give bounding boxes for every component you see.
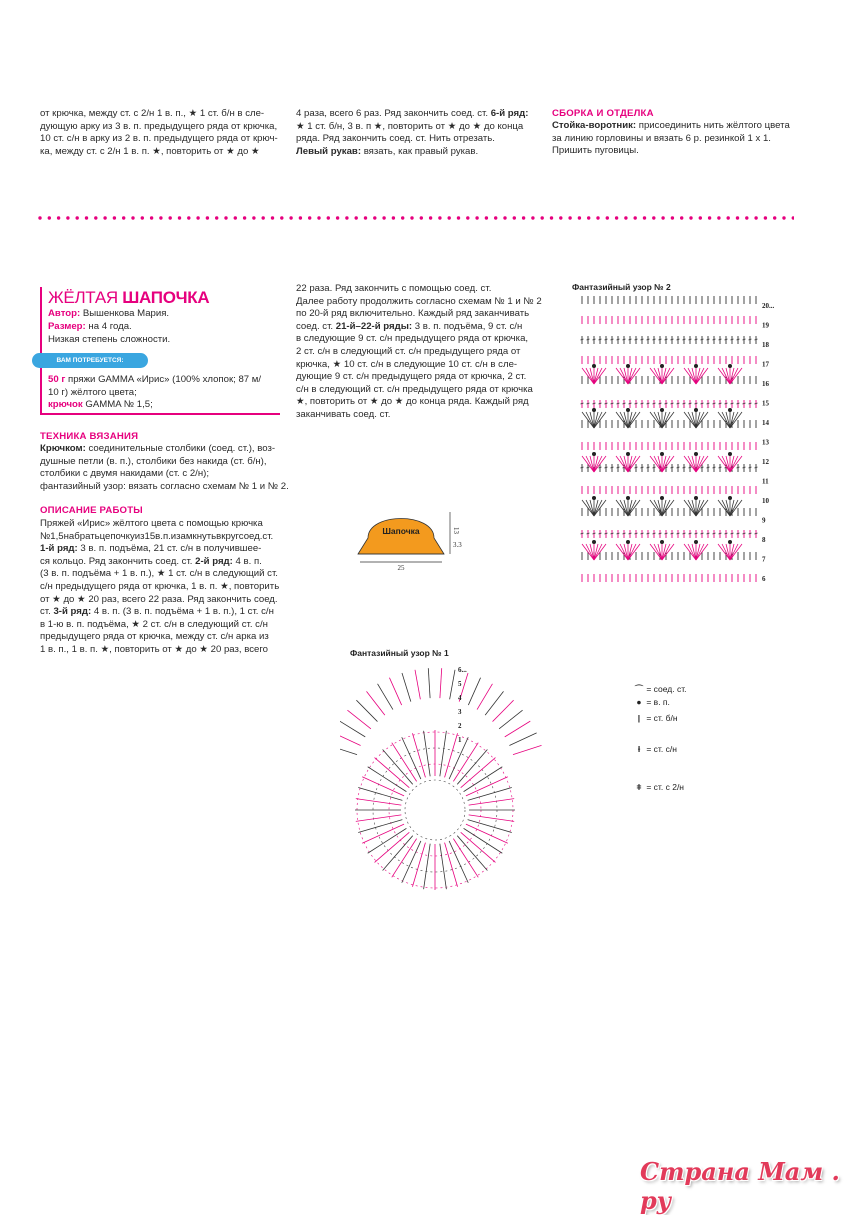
article-col2-text — [296, 283, 541, 422]
pattern1-caption: Фантазийный узор № 1 — [350, 648, 449, 658]
collar-label: Стойка-воротник: — [552, 120, 637, 131]
legend-text: = соед. ст. — [644, 684, 687, 694]
description-text — [40, 518, 285, 657]
pattern1-row-number: 3 — [458, 708, 462, 716]
left-sleeve-label: Левый рукав: — [296, 145, 362, 157]
pattern1-fan-stitch — [340, 733, 361, 746]
hat-diagram — [350, 500, 480, 572]
pattern2-row — [582, 316, 756, 324]
pattern1-row-number: 5 — [458, 680, 462, 688]
hook-text: GAMMA № 1,5; — [82, 399, 153, 410]
pattern1-fan-stitch — [340, 721, 365, 737]
row6-label: 6-й ряд: — [490, 108, 529, 119]
pattern1-stitch — [469, 815, 515, 822]
assembly-heading: СБОРКА И ОТДЕЛКА — [552, 108, 654, 119]
pattern1-fan-stitch — [402, 673, 411, 702]
pattern2-row — [582, 486, 756, 494]
hat-width-dim: 25 — [397, 564, 405, 572]
pattern2-row — [582, 296, 756, 304]
pattern1-diagram — [340, 660, 550, 910]
materials-badge: ВАМ ПОТРЕБУЕТСЯ: — [32, 353, 148, 368]
pattern1-stitch — [412, 733, 425, 777]
assembly-text — [552, 120, 802, 158]
pattern1-stitch — [424, 731, 431, 777]
title-bold: ШАПОЧКА — [122, 288, 210, 307]
left-sleeve-text: вязать, как правый рукав. — [361, 145, 479, 157]
pattern2-row — [582, 356, 756, 364]
row1-text: 3 в. п. подъёма, 21 ст. с/н в получившее- ся кольцо. Ряд закончить соед. ст. — [40, 543, 262, 567]
pattern1-fan-stitch — [513, 745, 542, 754]
pattern1-fan-stitch — [499, 710, 522, 729]
legend-item — [634, 697, 670, 707]
pattern2-fan — [582, 408, 606, 428]
pattern1-row-number: 1 — [458, 736, 462, 744]
legend-item — [634, 782, 684, 792]
pattern1-fan-stitch — [505, 721, 531, 737]
yarn-amount: 50 г — [48, 374, 66, 385]
pattern1-fan-stitch — [366, 691, 384, 715]
pattern1-stitch — [358, 820, 402, 833]
pattern2-row-number: 16 — [762, 380, 769, 388]
row2-label: 2-й ряд: — [195, 555, 233, 567]
pattern1-row-number: 6... — [458, 666, 467, 674]
pattern2-row-number: 20... — [762, 302, 775, 310]
pattern2-fan — [684, 452, 708, 472]
pattern2-row-number: 8 — [762, 536, 766, 544]
pattern2-fan — [684, 364, 708, 384]
pattern2-row-number: 17 — [762, 360, 769, 369]
pattern2-fan — [684, 408, 708, 428]
hat-brim-dim: 3.3 — [453, 541, 462, 549]
technique-label: Крючком: — [40, 443, 86, 454]
difficulty-line: Низкая степень сложности. — [48, 334, 171, 345]
pattern2-fan — [582, 364, 606, 384]
pattern2-fan — [582, 496, 606, 516]
legend-text: = ст. с/н — [644, 744, 677, 754]
pattern1-fan-stitch — [440, 668, 442, 698]
description-heading: ОПИСАНИЕ РАБОТЫ — [40, 505, 143, 516]
pattern2-row-number: 9 — [762, 516, 766, 525]
pattern1-fan-stitch — [415, 670, 420, 700]
row21-text: 3 в. п. подъёма, 9 ст. с/н в следующие 9 ст. с/н предыдущего ряда от крючка, 2 ст. с/н в следующий ст. с/н предыдущего ряда от крючка, ★ 10 ст. с/н в следующие 10 ст. с/н в сле- дующие 9 ст. с/н предыдущего ряда от крючка, 2 ст. с/н в следующий ст. с/н предыдущего ряда от крючка ★, повторить от ★ до ★ до конца ряда. Каждый ряд заканчивать соед. ст. — [296, 320, 533, 420]
col2-text-b: ★ 1 ст. б/н, 3 в. п ★, повторить от ★ до ★ до конца ряда. Ряд закончить соед. ст. Нить отрезать. — [296, 120, 524, 145]
size-label: Размер: — [48, 321, 86, 332]
desc-p1: Пряжей «Ирис» жёлтого цвета с помощью крючка №1,5набратьцепочкуиз15в.п.изамкнутьвкругсоед.ст. — [40, 518, 274, 542]
legend-symbol: | — [637, 713, 641, 723]
pattern1-stitch — [469, 799, 515, 806]
pattern1-stitch — [424, 844, 431, 890]
hat-shape — [358, 519, 444, 555]
technique-heading: ТЕХНИКА ВЯЗАНИЯ — [40, 431, 139, 442]
pattern2-row-number: 18 — [762, 341, 769, 349]
pattern1-fan-stitch — [450, 670, 455, 700]
pattern1-stitch — [468, 787, 512, 800]
author-label: Автор: — [48, 308, 81, 319]
hook-label: крючок — [48, 399, 83, 410]
pattern1-stitch — [445, 733, 458, 777]
pattern2-row-number: 7 — [762, 555, 766, 564]
pattern1-fan-stitch — [340, 745, 357, 754]
pattern1-fan-stitch — [378, 684, 393, 710]
pattern1-fan-stitch — [389, 678, 401, 705]
pattern1-fan-stitch — [485, 691, 503, 715]
legend-item — [634, 683, 687, 695]
pattern2-caption: Фантазийный узор № 2 — [572, 282, 671, 292]
pattern1-stitch — [356, 799, 402, 806]
legend-item — [634, 713, 678, 723]
pattern1-stitch — [358, 787, 402, 800]
row3-text: 4 в. п. (3 в. п. подъёма + 1 в. п.), 1 ст. с/н в 1-ю в. п. подъёма, ★ 2 ст. с/н в следующий ст. с/н предыдущего ряда от крючка, между ст. с/н арка из 1 в. п., 1 в. п. ★, повторить от ★ до ★ 20 раз, всего — [40, 606, 274, 655]
pattern1-fan-stitch — [356, 700, 377, 721]
pattern2-diagram — [572, 292, 792, 592]
col2-text-a: 4 раза, всего 6 раз. Ряд закончить соед. ст. — [296, 108, 491, 119]
pattern2-row — [581, 336, 758, 344]
pattern1-fan-stitch — [509, 733, 536, 746]
pattern1-fan-stitch — [428, 668, 430, 698]
size-line — [48, 321, 132, 334]
technique-text — [40, 443, 289, 493]
pattern2-row — [582, 574, 756, 582]
pattern2-row — [581, 400, 758, 408]
pattern2-fan — [582, 452, 606, 472]
legend-text: = ст. б/н — [644, 713, 678, 723]
pattern1-fan-stitch — [347, 710, 370, 729]
pattern2-row-number: 13 — [762, 438, 769, 447]
top-col2-text — [296, 108, 536, 158]
pattern1-ring — [389, 764, 481, 856]
pattern1-stitch — [468, 820, 512, 833]
pattern2-row-number: 14 — [762, 419, 769, 427]
row21-label: 21-й–22-й ряды: — [335, 320, 413, 332]
row1-label: 1-й ряд: — [40, 543, 78, 555]
author-value: Вышенкова Мария. — [80, 308, 170, 319]
pattern2-row — [581, 530, 758, 538]
row2-text: 4 в. п. (3 в. п. подъёма + 1 в. п.), ★ 1 ст. с/н в следующий ст. с/н предыдущего ряда от крючка, 1 в. п. ★, повторить от ★ до ★ 20 раз, всего 22 раза. Ряд закончить соед. ст. — [40, 555, 280, 618]
pattern1-stitch — [356, 815, 402, 822]
pattern2-fan — [582, 540, 606, 560]
pattern1-stitch — [445, 843, 458, 887]
pattern1-ring — [405, 780, 465, 840]
pattern1-stitch — [440, 844, 447, 890]
title-light: ЖЁЛТАЯ — [48, 288, 123, 307]
row3-label: 3-й ряд: — [53, 606, 92, 618]
hat-height-dim: 13 — [452, 527, 460, 534]
legend-text: = ст. с 2/н — [644, 782, 685, 792]
pattern2-fan — [684, 496, 708, 516]
legend-symbol: ● — [636, 697, 642, 707]
yarn-text: пряжи GAMMA «Ирис» (100% хлопок; 87 м/ 10 г) жёлтого цвета; — [48, 374, 262, 398]
pattern2-row-number: 6 — [762, 575, 766, 583]
site-watermark: Страна Мам . ру — [640, 1157, 840, 1215]
legend-symbol: ƚ — [637, 744, 641, 754]
pattern2-row-number: 19 — [762, 321, 769, 330]
pattern1-stitch — [412, 843, 425, 887]
pattern2-row-number: 12 — [762, 458, 769, 466]
legend-item — [634, 744, 677, 754]
collar-text: присоединить нить жёлтого цвета за линию горловины и вязать 6 р. резинкой 1 х 1. Пришить пуговицы. — [552, 120, 790, 157]
pattern2-fan — [684, 540, 708, 560]
legend-symbol: ⌒ — [634, 684, 644, 694]
pattern2-row-number: 10 — [762, 497, 769, 505]
pattern2-row — [582, 442, 756, 450]
pattern1-row-number: 2 — [458, 722, 462, 730]
pattern1-fan-stitch — [477, 684, 492, 710]
dotted-divider — [38, 215, 794, 221]
article-title — [48, 288, 209, 308]
size-value: на 4 года. — [85, 321, 132, 332]
pattern2-row-number: 15 — [762, 399, 769, 408]
pattern1-stitch — [440, 731, 447, 777]
pattern2-row-number: 11 — [762, 477, 769, 486]
technique-body: соединительные столбики (соед. ст.), воз- душные петли (в. п.), столбики без накида (ст. б/н), столбики с двумя накидами (ст. с 2/н); фантазийный узор: вязать согласно схемам № 1 и № 2. — [40, 443, 289, 492]
top-col1-text: от крючка, между ст. с 2/н 1 в. п., ★ 1 ст. б/н в сле- дующую арку из 3 в. п. предыдущего ряда от крючка, 10 ст. с/н в арку из 2 в. п. предыдущего ряда от крюч- ка, между ст. с 2/н 1 в. п. ★, повторить от ★ до ★ — [40, 108, 278, 157]
legend-symbol: ǂ — [636, 782, 642, 792]
author-line — [48, 308, 169, 321]
materials-hook — [48, 399, 153, 412]
col2-p1: 22 раза. Ряд закончить с помощью соед. ст. Далее работу продолжить согласно схемам № 1 и № 2 по 20-й ряд включительно. Каждый ряд заканчивать соед. ст. — [296, 283, 542, 332]
legend-text: = в. п. — [644, 697, 670, 707]
pattern1-fan-stitch — [468, 678, 480, 705]
hat-label: Шапочка — [382, 526, 420, 536]
pattern1-row-number: 4 — [458, 694, 462, 702]
pattern1-fan-stitch — [493, 700, 514, 721]
materials-yarn — [48, 374, 278, 399]
